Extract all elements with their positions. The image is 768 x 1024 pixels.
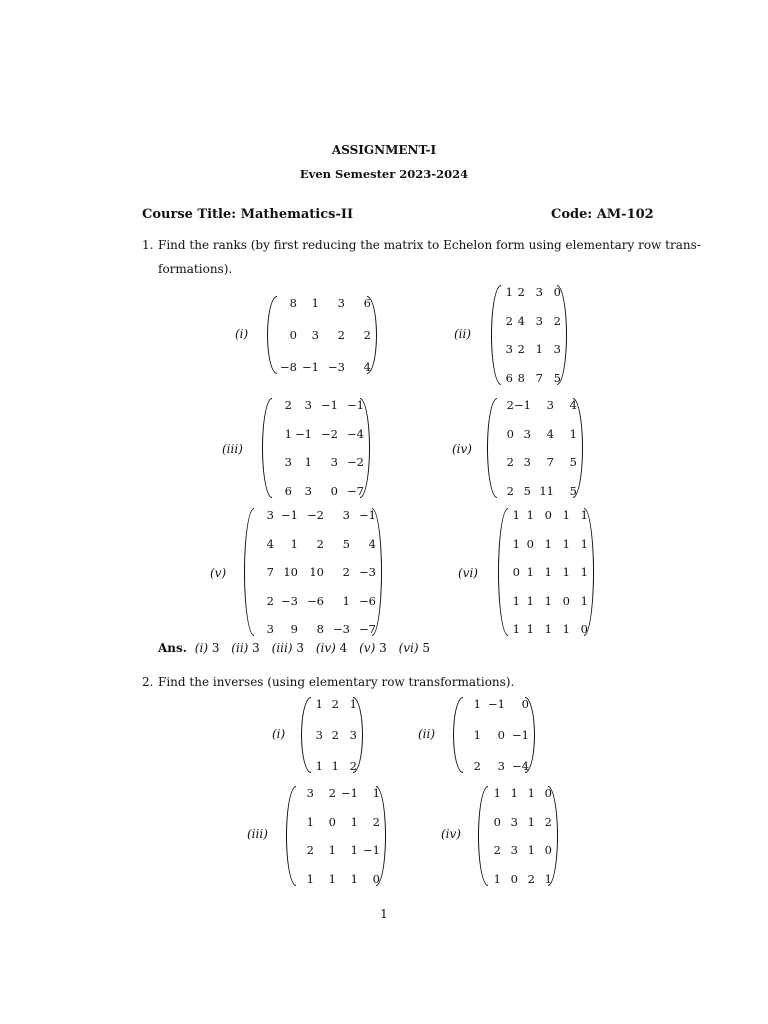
matrix-entry: 10: [283, 565, 298, 579]
matrix-row: [244, 565, 382, 579]
matrix-entry: 0: [544, 786, 552, 800]
matrix-entry: 9: [290, 622, 298, 636]
matrix-entry: −3: [281, 593, 298, 608]
matrix-entry: 2: [506, 484, 514, 498]
right-paren: [376, 786, 386, 886]
matrix-entry: −1: [512, 728, 529, 742]
matrix-entry: 1: [544, 536, 552, 551]
answer-prefix: Ans.: [158, 641, 187, 655]
matrix-entry: 0: [493, 814, 501, 829]
matrix-entry: 0: [526, 536, 534, 551]
answer-label: (vi): [398, 641, 419, 655]
matrix-row: [286, 786, 386, 800]
matrix-entry: −3: [359, 565, 376, 579]
matrix-entry: 1: [526, 593, 534, 608]
matrix-row: [301, 697, 363, 711]
left-paren: [487, 398, 497, 498]
matrix-entry: 2: [493, 843, 501, 858]
matrix-entry: 1: [544, 622, 552, 636]
answer-label: (ii): [231, 641, 249, 655]
matrix-entry: 1: [349, 697, 357, 711]
matrix-entry: 0: [372, 872, 380, 886]
matrix-entry: 1: [512, 593, 520, 608]
right-paren: [360, 398, 370, 498]
q1-matrix-i: [267, 296, 377, 374]
matrix-entry: 1: [505, 285, 513, 299]
matrix-entry: −1: [302, 360, 319, 374]
matrix-entry: 3: [315, 728, 323, 742]
matrix-entry: 3: [535, 285, 543, 299]
right-paren: [573, 398, 583, 498]
matrix-entry: 1: [304, 455, 312, 470]
matrix-entry: 1: [527, 814, 535, 829]
answer-label: (v): [359, 641, 376, 655]
matrix-entry: 0: [330, 484, 338, 498]
matrix-row: [498, 508, 594, 522]
semester-subtitle: Even Semester 2023-2024: [299, 167, 469, 181]
left-paren: [491, 285, 501, 385]
matrix-entry: −2: [321, 426, 338, 441]
q2-matrix-iii: [286, 786, 386, 886]
matrix-entry: 1: [315, 759, 323, 773]
matrix-row: [244, 508, 382, 522]
matrix-entry: 1: [562, 565, 570, 579]
matrix-entry: 1: [328, 843, 336, 858]
q1-matrix-iii: [262, 398, 370, 498]
matrix-entry: −4: [512, 759, 529, 773]
matrix-entry: −1: [341, 786, 358, 800]
matrix-row: [244, 622, 382, 636]
matrix-entry: 1: [512, 508, 520, 522]
matrix-row: [478, 843, 558, 857]
matrix-entry: −1: [488, 697, 505, 711]
matrix-entry: 1: [350, 814, 358, 829]
matrix-entry: 2: [363, 328, 371, 342]
matrix-entry: 8: [517, 371, 525, 385]
answer-label: (iv): [315, 641, 336, 655]
matrix-entry: 3: [523, 455, 531, 470]
question-2-text: Find the inverses (using elementary row transformations).: [158, 675, 515, 689]
matrix-entry: 5: [569, 484, 577, 498]
matrix-entry: 0: [506, 426, 514, 441]
matrix-entry: 1: [372, 786, 380, 800]
matrix-row: [286, 843, 386, 857]
matrix-entry: 5: [569, 455, 577, 470]
matrix-entry: 2: [331, 697, 339, 711]
matrix-entry: 1: [527, 843, 535, 858]
left-paren: [286, 786, 296, 886]
matrix-entry: 0: [328, 814, 336, 829]
matrix-entry: 3: [523, 426, 531, 441]
matrix-entry: 1: [526, 508, 534, 522]
matrix-row: [478, 872, 558, 886]
matrix-entry: 1: [512, 536, 520, 551]
matrix-row: [286, 872, 386, 886]
q1-answer: [158, 641, 430, 655]
matrix-entry: 0: [510, 872, 518, 886]
matrix-entry: 2: [505, 313, 513, 328]
matrix-row: [498, 594, 594, 608]
matrix-entry: −1: [281, 508, 298, 522]
matrix-entry: 3: [497, 759, 505, 773]
matrix-row: [267, 328, 377, 342]
matrix-entry: 1: [544, 872, 552, 886]
matrix-entry: 0: [580, 622, 588, 636]
matrix-entry: 3: [266, 622, 274, 636]
matrix-row: [491, 371, 567, 385]
question-1-text-continued: formations).: [158, 262, 233, 276]
matrix-entry: 2: [517, 285, 525, 299]
matrix-entry: 3: [510, 814, 518, 829]
matrix-entry: 8: [289, 296, 297, 310]
matrix-entry: −1: [347, 398, 364, 412]
matrix-row: [301, 759, 363, 773]
matrix-entry: 2: [316, 536, 324, 551]
answer-value: 3: [211, 641, 220, 655]
matrix-entry: 2: [527, 872, 535, 886]
matrix-row: [487, 455, 583, 469]
matrix-row: [453, 728, 535, 742]
q2-matrix-ii-label: (ii): [418, 727, 436, 741]
answer-value: 3: [252, 641, 260, 655]
matrix-entry: 11: [539, 484, 554, 498]
matrix-entry: 1: [562, 536, 570, 551]
matrix-entry: 3: [306, 786, 314, 800]
matrix-entry: 1: [527, 786, 535, 800]
matrix-row: [244, 537, 382, 551]
q1-matrix-vi-label: (vi): [458, 566, 478, 580]
matrix-entry: 3: [342, 508, 350, 522]
matrix-entry: 3: [266, 508, 274, 522]
matrix-row: [262, 398, 370, 412]
matrix-entry: 2: [506, 398, 514, 412]
matrix-row: [262, 455, 370, 469]
matrix-entry: 1: [526, 622, 534, 636]
matrix-entry: 1: [306, 872, 314, 886]
matrix-row: [498, 565, 594, 579]
matrix-row: [478, 786, 558, 800]
q2-matrix-iv: [478, 786, 558, 886]
matrix-entry: 5: [342, 536, 350, 551]
matrix-entry: 1: [493, 786, 501, 800]
q1-matrix-v-label: (v): [210, 566, 227, 580]
q1-matrix-vi: [498, 508, 594, 636]
matrix-entry: −1: [321, 398, 338, 412]
matrix-entry: 3: [349, 728, 357, 742]
matrix-row: [286, 815, 386, 829]
matrix-entry: 2: [553, 313, 561, 328]
matrix-entry: 3: [330, 455, 338, 470]
matrix-entry: 3: [505, 342, 513, 357]
matrix-entry: 2: [506, 455, 514, 470]
matrix-entry: 6: [505, 371, 513, 385]
course-code: Code: AM-102: [551, 207, 654, 222]
matrix-entry: −4: [347, 426, 364, 441]
matrix-entry: −6: [307, 593, 324, 608]
matrix-entry: 2: [473, 759, 481, 773]
matrix-entry: 0: [512, 565, 520, 579]
matrix-row: [487, 484, 583, 498]
q1-matrix-iii-label: (iii): [222, 442, 243, 456]
matrix-entry: −2: [307, 508, 324, 522]
answer-value: 3: [379, 641, 387, 655]
matrix-entry: 4: [569, 398, 577, 412]
q1-matrix-iv: [487, 398, 583, 498]
right-paren: [548, 786, 558, 886]
matrix-entry: 3: [304, 484, 312, 498]
matrix-row: [491, 342, 567, 356]
matrix-entry: 0: [289, 328, 297, 342]
matrix-entry: 1: [580, 508, 588, 522]
matrix-entry: 0: [553, 285, 561, 299]
answer-label: (iii): [271, 641, 293, 655]
matrix-entry: 3: [535, 313, 543, 328]
page-number: 1: [380, 907, 388, 921]
matrix-entry: 1: [473, 728, 481, 742]
q2-matrix-i: [301, 697, 363, 773]
matrix-entry: 2: [306, 843, 314, 858]
matrix-entry: −1: [363, 843, 380, 858]
matrix-entry: 1: [284, 426, 292, 441]
matrix-entry: 5: [523, 484, 531, 498]
q2-matrix-iii-label: (iii): [247, 827, 268, 841]
matrix-entry: 0: [497, 728, 505, 742]
left-paren: [262, 398, 272, 498]
matrix-row: [478, 815, 558, 829]
matrix-row: [491, 314, 567, 328]
matrix-entry: −3: [333, 622, 350, 636]
matrix-entry: 1: [493, 872, 501, 886]
matrix-entry: 2: [544, 814, 552, 829]
q1-matrix-v: [244, 508, 382, 636]
matrix-entry: 1: [311, 296, 319, 310]
matrix-entry: 4: [266, 536, 274, 551]
matrix-entry: 3: [546, 398, 554, 412]
matrix-entry: 3: [510, 843, 518, 858]
matrix-entry: −7: [359, 622, 376, 636]
matrix-entry: 2: [284, 398, 292, 412]
matrix-entry: −1: [295, 426, 312, 441]
matrix-entry: 6: [284, 484, 292, 498]
question-1-text: Find the ranks (by first reducing the matrix to Echelon form using elementary row trans-: [158, 238, 701, 252]
matrix-entry: 1: [350, 872, 358, 886]
matrix-entry: 2: [342, 565, 350, 579]
matrix-entry: 1: [328, 872, 336, 886]
answer-value: 3: [296, 641, 304, 655]
matrix-entry: 1: [580, 593, 588, 608]
assignment-title: ASSIGNMENT-I: [331, 143, 437, 157]
question-1-number: 1.: [142, 238, 154, 252]
matrix-row: [487, 427, 583, 441]
course-title: Course Title: Mathematics-II: [142, 207, 354, 222]
matrix-entry: −8: [280, 360, 297, 374]
matrix-entry: 3: [311, 328, 319, 342]
matrix-entry: 3: [553, 342, 561, 357]
matrix-entry: 1: [544, 565, 552, 579]
left-paren: [478, 786, 488, 886]
matrix-row: [487, 398, 583, 412]
matrix-entry: −3: [328, 360, 345, 374]
matrix-entry: −1: [514, 398, 531, 412]
matrix-entry: 1: [580, 565, 588, 579]
q1-matrix-ii: [491, 285, 567, 385]
matrix-entry: −6: [359, 593, 376, 608]
q1-matrix-ii-label: (ii): [454, 327, 472, 341]
matrix-entry: 4: [368, 536, 376, 551]
question-2-number: 2.: [142, 675, 154, 689]
matrix-entry: 2: [266, 593, 274, 608]
answer-value: 5: [422, 641, 431, 655]
matrix-entry: 1: [350, 843, 358, 858]
matrix-entry: 7: [546, 455, 554, 470]
matrix-row: [244, 594, 382, 608]
matrix-entry: 1: [569, 426, 577, 441]
matrix-row: [453, 697, 535, 711]
matrix-row: [267, 296, 377, 310]
matrix-entry: 4: [546, 426, 554, 441]
matrix-entry: 0: [562, 593, 570, 608]
matrix-entry: 6: [363, 296, 371, 310]
matrix-row: [262, 484, 370, 498]
matrix-entry: 1: [544, 593, 552, 608]
q2-matrix-iv-label: (iv): [441, 827, 461, 841]
matrix-entry: 7: [535, 371, 543, 385]
matrix-entry: 1: [331, 759, 339, 773]
matrix-entry: 1: [306, 814, 314, 829]
matrix-entry: −2: [347, 455, 364, 470]
matrix-entry: 0: [521, 697, 529, 711]
matrix-row: [498, 622, 594, 636]
q2-matrix-i-label: (i): [272, 727, 286, 741]
matrix-row: [262, 427, 370, 441]
matrix-entry: 2: [337, 328, 345, 342]
matrix-row: [498, 537, 594, 551]
matrix-row: [301, 728, 363, 742]
matrix-entry: 0: [544, 508, 552, 522]
matrix-entry: 1: [526, 565, 534, 579]
q1-matrix-i-label: (i): [235, 327, 249, 341]
matrix-entry: 8: [316, 622, 324, 636]
matrix-entry: 1: [510, 786, 518, 800]
matrix-entry: 0: [544, 843, 552, 858]
matrix-entry: 3: [304, 398, 312, 412]
matrix-entry: 1: [535, 342, 543, 357]
matrix-entry: 2: [331, 728, 339, 742]
matrix-entry: 3: [337, 296, 345, 310]
answer-value: 4: [339, 641, 348, 655]
matrix-entry: 1: [562, 508, 570, 522]
matrix-row: [267, 360, 377, 374]
matrix-entry: 10: [309, 565, 324, 579]
matrix-entry: 1: [290, 536, 298, 551]
answer-label: (i): [194, 641, 208, 655]
matrix-entry: 4: [517, 313, 525, 328]
q1-matrix-iv-label: (iv): [452, 442, 472, 456]
matrix-entry: 1: [580, 536, 588, 551]
matrix-row: [491, 285, 567, 299]
matrix-row: [453, 759, 535, 773]
matrix-entry: 2: [328, 786, 336, 800]
matrix-entry: 2: [517, 342, 525, 357]
matrix-entry: 7: [266, 565, 274, 579]
matrix-entry: 2: [349, 759, 357, 773]
matrix-entry: −7: [347, 484, 364, 498]
right-paren: [557, 285, 567, 385]
q2-matrix-ii: [453, 697, 535, 773]
matrix-entry: 5: [553, 371, 561, 385]
matrix-entry: 3: [284, 455, 292, 470]
matrix-entry: 1: [342, 593, 350, 608]
matrix-entry: −1: [359, 508, 376, 522]
matrix-entry: 2: [372, 814, 380, 829]
matrix-entry: 4: [363, 360, 371, 374]
matrix-entry: 1: [315, 697, 323, 711]
matrix-entry: 1: [562, 622, 570, 636]
matrix-entry: 1: [473, 697, 481, 711]
matrix-entry: 1: [512, 622, 520, 636]
